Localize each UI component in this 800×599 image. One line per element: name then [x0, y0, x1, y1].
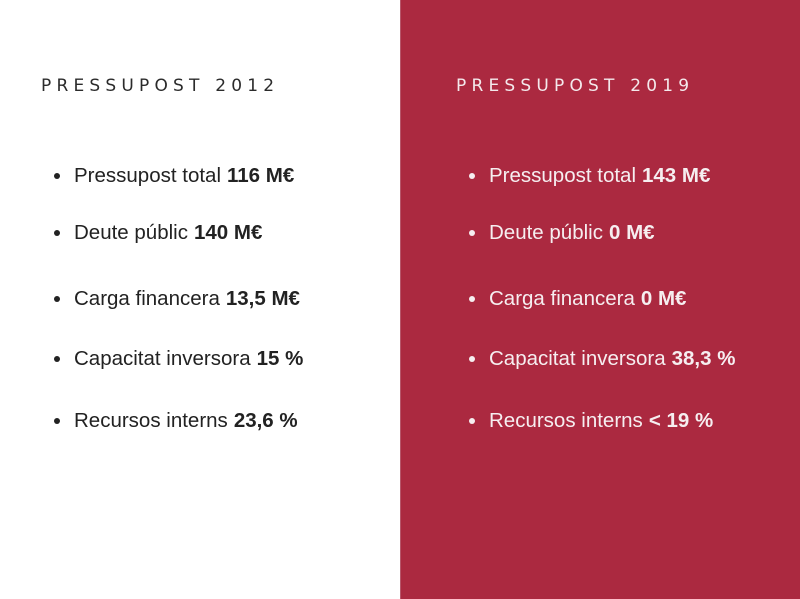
- item-label: Deute públic: [74, 221, 188, 244]
- budget-2012-title: PRESSUPOST 2012: [41, 76, 280, 96]
- budget-2019-panel: [400, 0, 800, 599]
- item-label: Capacitat inversora: [489, 347, 666, 370]
- item-value: < 19 %: [648, 409, 714, 432]
- bullet-icon: [469, 296, 475, 302]
- item-value: 116 M€: [227, 164, 295, 187]
- bullet-icon: [54, 356, 60, 362]
- list-item-investment-capacity: [54, 347, 303, 371]
- item-value: 38,3 %: [671, 347, 736, 370]
- bullet-icon: [54, 230, 60, 236]
- item-label: Capacitat inversora: [74, 347, 251, 370]
- item-label: Carga financera: [489, 287, 635, 310]
- item-label: Pressupost total: [489, 164, 636, 187]
- item-value: 0 M€: [640, 287, 687, 310]
- bullet-icon: [54, 418, 60, 424]
- bullet-icon: [469, 230, 475, 236]
- list-item-public-debt: [54, 221, 262, 245]
- bullet-icon: [54, 173, 60, 179]
- item-value: 23,6 %: [233, 409, 298, 432]
- list-item-investment-capacity: [469, 347, 735, 371]
- budget-2019-title: PRESSUPOST 2019: [456, 76, 695, 96]
- item-label: Carga financera: [74, 287, 220, 310]
- list-item-public-debt: [469, 221, 655, 245]
- item-value: 0 M€: [608, 221, 655, 244]
- list-item-total-budget: [469, 164, 710, 188]
- item-label: Recursos interns: [74, 409, 228, 432]
- list-item-internal-resources: [54, 409, 298, 433]
- bullet-icon: [469, 173, 475, 179]
- bullet-icon: [54, 296, 60, 302]
- item-value: 140 M€: [193, 221, 263, 244]
- list-item-financial-burden: [469, 287, 686, 311]
- item-label: Recursos interns: [489, 409, 643, 432]
- bullet-icon: [469, 356, 475, 362]
- item-value: 143 M€: [642, 164, 711, 187]
- list-item-internal-resources: [469, 409, 713, 433]
- item-label: Deute públic: [489, 221, 603, 244]
- item-value: 13,5 M€: [225, 287, 300, 310]
- item-label: Pressupost total: [74, 164, 221, 187]
- item-value: 15 %: [256, 347, 304, 370]
- list-item-financial-burden: [54, 287, 300, 311]
- list-item-total-budget: [54, 164, 294, 188]
- bullet-icon: [469, 418, 475, 424]
